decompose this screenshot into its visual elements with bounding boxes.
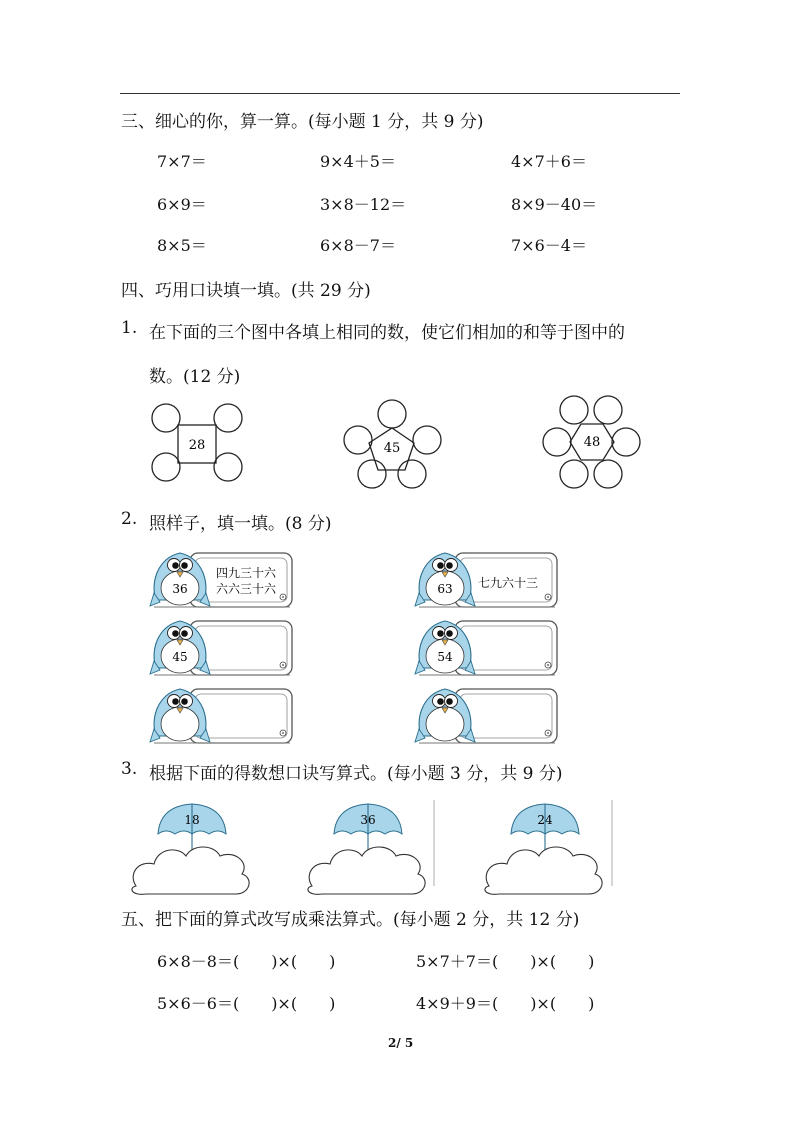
penguin-card-text: 六六三十六 — [216, 582, 277, 596]
umbrella-number: 24 — [537, 813, 553, 827]
penguin-card-text: 四九三十六 — [216, 566, 277, 580]
calc-problem: 7×7＝ — [157, 152, 207, 171]
penguin-number: 54 — [437, 650, 453, 664]
penguin-card-text: 七九六十三 — [478, 576, 539, 590]
penguin-number: 63 — [437, 582, 453, 596]
page-number: 2/ 5 — [388, 1036, 414, 1050]
rewrite-problem: 5×6－6＝( )×( ) — [157, 994, 336, 1013]
umbrella-number: 18 — [184, 813, 200, 827]
q1-text-line1: 在下面的三个图中各填上相同的数，使它们相加的和等于图中的 — [149, 323, 625, 343]
q3-text: 根据下面的得数想口诀写算式。(每小题 3 分，共 9 分) — [149, 764, 563, 784]
umbrella-number: 36 — [360, 813, 376, 827]
q2-number: 2. — [121, 509, 138, 529]
calc-problem: 6×8－7＝ — [320, 236, 396, 255]
rewrite-problem: 4×9＋9＝( )×( ) — [416, 994, 595, 1013]
calc-problem: 6×9＝ — [157, 195, 207, 214]
hexagon-number: 48 — [583, 435, 601, 450]
section5-heading: 五、把下面的算式改写成乘法算式。(每小题 2 分，共 12 分) — [121, 910, 580, 930]
rewrite-problem: 6×8－8＝( )×( ) — [157, 952, 336, 971]
q1-number: 1. — [121, 318, 138, 338]
calc-problem: 8×5＝ — [157, 236, 207, 255]
square-number: 28 — [188, 438, 206, 453]
section3-heading: 三、细心的你，算一算。(每小题 1 分，共 9 分) — [121, 112, 484, 132]
penguin-number: 36 — [172, 582, 188, 596]
rewrite-problem: 5×7＋7＝( )×( ) — [416, 952, 595, 971]
calc-problem: 3×8－12＝ — [320, 195, 407, 214]
pentagon-number: 45 — [383, 441, 401, 456]
calc-problem: 9×4＋5＝ — [320, 152, 396, 171]
penguin-number: 45 — [172, 650, 188, 664]
q3-number: 3. — [121, 759, 138, 779]
q2-text: 照样子，填一填。(8 分) — [149, 514, 332, 534]
calc-problem: 7×6－4＝ — [511, 236, 587, 255]
calc-problem: 8×9－40＝ — [511, 195, 598, 214]
calc-problem: 4×7＋6＝ — [511, 152, 587, 171]
section4-heading: 四、巧用口诀填一填。(共 29 分) — [121, 281, 371, 301]
q1-text-line2: 数。(12 分) — [149, 367, 241, 387]
